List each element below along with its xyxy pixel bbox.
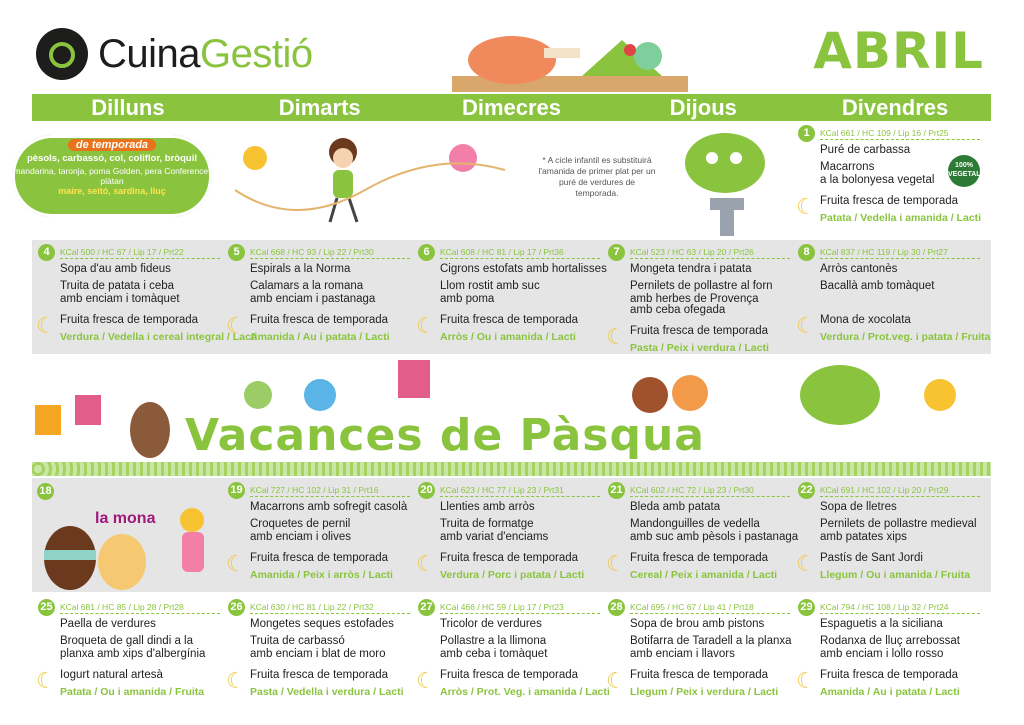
second-course: Pernilets de pollastre al forn (630, 280, 773, 292)
vegetal-badge: 100% VEGETAL (948, 155, 980, 187)
first-course: Sopa de brou amb pistons (630, 618, 765, 630)
dessert: Fruita fresca de temporada (250, 314, 389, 326)
second-course-detail: a la bolonyesa vegetal (820, 174, 935, 186)
second-course: Broqueta de gall dindi a la (60, 635, 193, 647)
day-number: 22 (798, 482, 815, 499)
day-number: 28 (608, 599, 625, 616)
dinner-suggestion: Pasta / Peix i verdura / Lacti (630, 342, 769, 354)
day-number: 21 (608, 482, 625, 499)
day-monday: Dilluns (91, 95, 165, 120)
day-tuesday: Dimarts (278, 95, 361, 120)
moon-icon: ☾ (796, 551, 816, 576)
month-title: ABRIL (813, 22, 984, 80)
dinner-suggestion: Patata / Ou i amanida / Fruita (60, 686, 205, 698)
day-number: 25 (38, 599, 55, 616)
second-course-detail: amb herbes de Provença (630, 293, 759, 305)
nutrition-info: KCal 630 / HC 81 / Lip 22 / Prt32 (250, 602, 410, 614)
mona-label: la mona (95, 510, 156, 527)
dessert: Fruita fresca de temporada (630, 669, 769, 681)
moon-icon: ☾ (226, 313, 246, 338)
second-course-detail: amb enciam i blat de moro (250, 648, 386, 660)
second-course-detail: planxa amb xips d'albergínia (60, 648, 206, 660)
nutrition-info: KCal 466 / HC 59 / Lip 17 / Prt23 (440, 602, 600, 614)
day-number: 4 (38, 244, 55, 261)
nutrition-info: KCal 794 / HC 108 / Lip 32 / Prt24 (820, 602, 980, 614)
dinner-suggestion: Cereal / Peix i amanida / Lacti (630, 569, 778, 581)
brand-name (98, 32, 313, 77)
first-course: Mongetes seques estofades (250, 618, 394, 630)
dinner-suggestion: Amanida / Au i patata / Lacti (250, 331, 390, 343)
second-course: Truita de carbassó (250, 635, 345, 647)
first-course: Espaguetis a la siciliana (820, 618, 943, 630)
second-course: Macarrons (820, 161, 875, 173)
nutrition-info: KCal 523 / HC 63 / Lip 20 / Prt26 (630, 247, 790, 259)
nutrition-info: KCal 608 / HC 81 / Lip 17 / Prt36 (440, 247, 600, 259)
second-course-detail: amb enciam i lollo rosso (820, 648, 944, 660)
nutrition-info: KCal 681 / HC 85 / Lip 28 / Prt28 (60, 602, 220, 614)
moon-icon: ☾ (416, 313, 436, 338)
brand-part2: Gestió (200, 31, 313, 76)
day-number: 1 (798, 125, 815, 142)
dinner-suggestion: Arròs / Prot. Veg. i amanida / Lacti (440, 686, 610, 698)
dinner-suggestion: Arròs / Ou i amanida / Lacti (440, 331, 576, 343)
dinner-suggestion: Patata / Vedella i amanida / Lacti (820, 212, 982, 224)
nutrition-info: KCal 691 / HC 102 / Lip 20 / Prt29 (820, 485, 980, 497)
moon-icon: ☾ (606, 324, 626, 349)
season-fish: maire, seitó, sardina, lluç (58, 186, 166, 196)
moon-icon: ☾ (796, 668, 816, 693)
brand-part1: Cuina (98, 31, 201, 76)
day-number: 7 (608, 244, 625, 261)
kids-decoration-icon (225, 130, 515, 235)
dinner-suggestion: Verdura / Prot.veg. i patata / Fruita (820, 331, 991, 343)
second-course: Mandonguilles de vedella (630, 518, 760, 530)
second-course-detail: amb poma (440, 293, 495, 305)
dinner-suggestion: Amanida / Au i patata / Lacti (820, 686, 960, 698)
first-course: Cigrons estofats amb hortalisses (440, 263, 607, 275)
day-number: 8 (798, 244, 815, 261)
nutrition-info: KCal 661 / HC 109 / Lip 16 / Prt25 (820, 128, 980, 140)
dinner-suggestion: Llegum / Ou i amanida / Fruita (820, 569, 970, 581)
second-course-detail: amb enciam i pastanaga (250, 293, 376, 305)
first-course: Llenties amb arròs (440, 501, 535, 513)
nutrition-info: KCal 695 / HC 67 / Lip 41 / Prt18 (630, 602, 790, 614)
dinner-suggestion: Verdura / Porc i patata / Lacti (440, 569, 585, 581)
season-badge (12, 135, 212, 217)
dessert: Fruita fresca de temporada (440, 552, 579, 564)
moon-icon: ☾ (416, 668, 436, 693)
dessert: Pastís de Sant Jordi (820, 552, 923, 564)
nutrition-info: KCal 837 / HC 119 / Lip 30 / Prt27 (820, 247, 980, 259)
dessert: Mona de xocolata (820, 314, 911, 326)
nutrition-info: KCal 727 / HC 102 / Lip 31 / Prt16 (250, 485, 410, 497)
second-course: Pernilets de pollastre medieval (820, 518, 977, 530)
second-course-detail: amb ceba ofegada (630, 304, 726, 316)
dinner-suggestion: Pasta / Vedella i verdura / Lacti (250, 686, 404, 698)
dessert: Fruita fresca de temporada (440, 314, 579, 326)
apple-character-icon (670, 128, 780, 238)
second-course: Rodanxa de lluç arrebossat (820, 635, 960, 647)
moon-icon: ☾ (36, 313, 56, 338)
second-course-detail: amb suc amb pèsols i pastanaga (630, 531, 799, 543)
dessert: Fruita fresca de temporada (820, 669, 959, 681)
moon-icon: ☾ (606, 551, 626, 576)
dinner-suggestion: Verdura / Vedella i cereal integral / Lacti (60, 331, 258, 343)
decorative-strip (32, 462, 991, 476)
weekday-header (32, 94, 991, 121)
holiday-title: Vacances de Pàsqua (185, 410, 705, 461)
dessert: Fruita fresca de temporada (250, 669, 389, 681)
moon-icon: ☾ (36, 668, 56, 693)
first-course: Mongeta tendra i patata (630, 263, 752, 275)
easter-eggs-icon (42, 500, 222, 592)
second-course: Truita de patata i ceba (60, 280, 175, 292)
first-course: Arròs cantonès (820, 263, 898, 275)
first-course: Puré de carbassa (820, 144, 911, 156)
day-number: 29 (798, 599, 815, 616)
second-course: Calamars a la romana (250, 280, 364, 292)
season-vegetables: pèsols, carbassó, col, coliflor, bròquil (27, 153, 197, 164)
moon-icon: ☾ (796, 194, 816, 219)
first-course: Espirals a la Norma (250, 263, 351, 275)
day-thursday: Dijous (669, 95, 737, 120)
dinner-suggestion: Amanida / Peix i arròs / Lacti (250, 569, 393, 581)
moon-icon: ☾ (416, 551, 436, 576)
dessert: Fruita fresca de temporada (820, 195, 959, 207)
day-number: 5 (228, 244, 245, 261)
food-illustration-icon (452, 30, 688, 92)
first-course: Sopa d'au amb fideus (60, 263, 171, 275)
day-number: 20 (418, 482, 435, 499)
day-number: 18 (37, 483, 54, 500)
nutrition-info: KCal 623 / HC 77 / Lip 23 / Prt31 (440, 485, 600, 497)
second-course: Pollastre a la llimona (440, 635, 547, 647)
first-course: Sopa de lletres (820, 501, 897, 513)
day-number: 27 (418, 599, 435, 616)
season-fruits: mandarina, taronja, poma Golden, pera Conference, plàtan (13, 166, 211, 186)
second-course: Bacallà amb tomàquet (820, 280, 935, 292)
dessert: Iogurt natural artesà (60, 669, 163, 681)
first-course: Macarrons amb sofregit casolà (250, 501, 408, 513)
moon-icon: ☾ (226, 551, 246, 576)
second-course-detail: amb enciam i olives (250, 531, 351, 543)
logo (36, 28, 313, 80)
second-course-detail: amb enciam i llavors (630, 648, 735, 660)
dessert: Fruita fresca de temporada (250, 552, 389, 564)
logo-mark-icon (36, 28, 88, 80)
first-course: Paella de verdures (60, 618, 156, 630)
first-course: Bleda amb patata (630, 501, 721, 513)
moon-icon: ☾ (796, 313, 816, 338)
day-friday: Divendres (841, 95, 949, 120)
dessert: Fruita fresca de temporada (440, 669, 579, 681)
dessert: Fruita fresca de temporada (630, 325, 769, 337)
day-number: 26 (228, 599, 245, 616)
moon-icon: ☾ (606, 668, 626, 693)
second-course: Botifarra de Taradell a la planxa (630, 635, 792, 647)
second-course-detail: amb variat d'enciams (440, 531, 549, 543)
day-wednesday: Dimecres (461, 95, 562, 120)
dinner-suggestion: Llegum / Peix i verdura / Lacti (630, 686, 779, 698)
day-number: 19 (228, 482, 245, 499)
dessert: Fruita fresca de temporada (630, 552, 769, 564)
second-course-detail: amb patates xips (820, 531, 907, 543)
moon-icon: ☾ (226, 668, 246, 693)
season-title: de temporada (68, 139, 156, 151)
second-course: Llom rostit amb suc (440, 280, 540, 292)
nutrition-info: KCal 668 / HC 93 / Lip 22 / Prt30 (250, 247, 410, 259)
dessert: Fruita fresca de temporada (60, 314, 199, 326)
nutrition-info: KCal 602 / HC 72 / Lip 23 / Prt30 (630, 485, 790, 497)
second-course-detail: amb enciam i tomàquet (60, 293, 180, 305)
second-course-detail: amb ceba i tomàquet (440, 648, 548, 660)
nursery-note: * A cicle infantil es substituirà l'amanida de primer plat per un puré de verdures de temporada. (538, 155, 656, 198)
first-course: Tricolor de verdures (440, 618, 542, 630)
day-number: 6 (418, 244, 435, 261)
second-course: Croquetes de pernil (250, 518, 351, 530)
nutrition-info: KCal 500 / HC 67 / Lip 17 / Prt22 (60, 247, 220, 259)
second-course: Truita de formatge (440, 518, 534, 530)
